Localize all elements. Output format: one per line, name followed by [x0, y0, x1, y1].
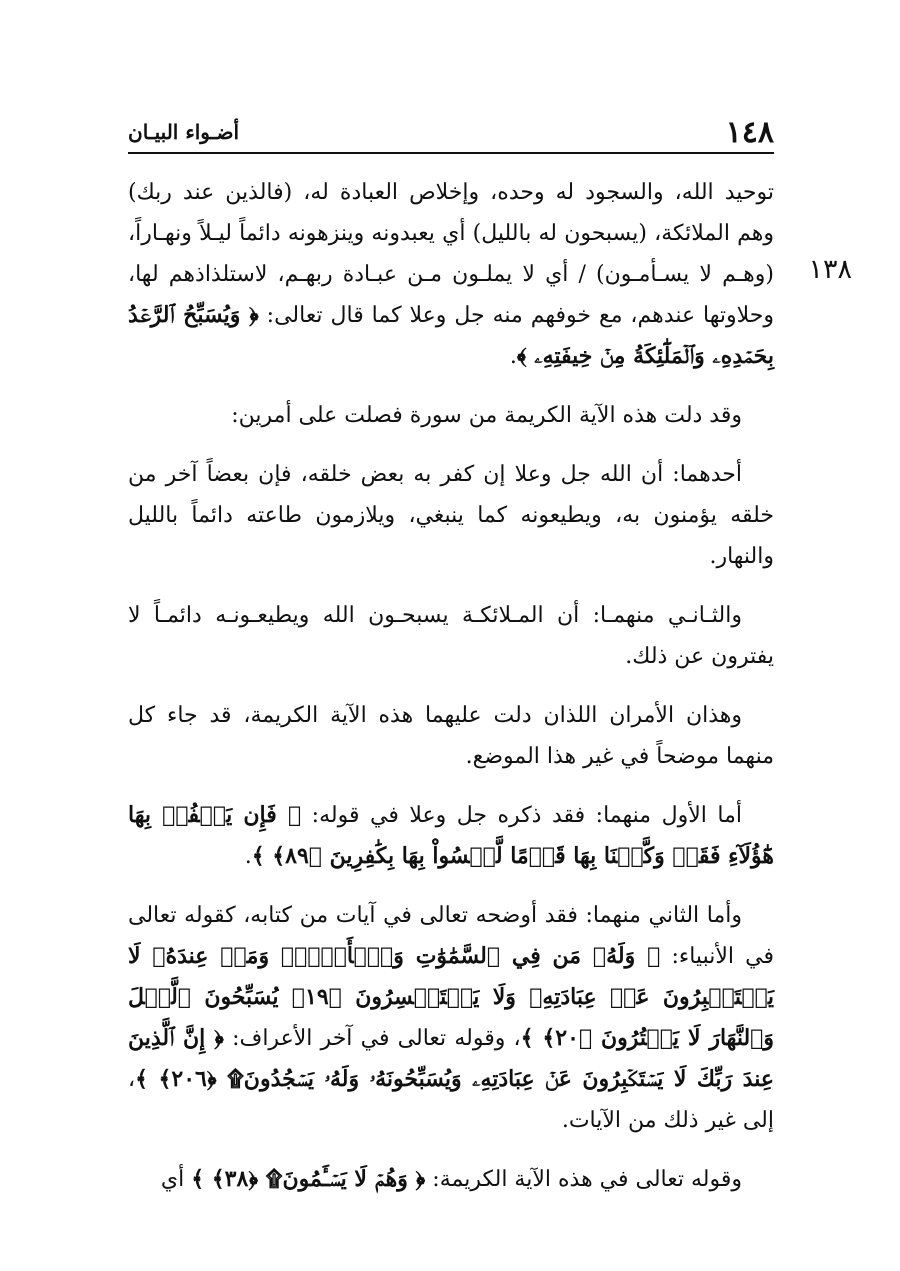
paragraph — [128, 795, 774, 877]
paragraph-text: وقوله تعالى في هذه الآية الكريمة: — [425, 1167, 742, 1192]
paragraph-text: والثـانـي منهمـا: أن المـلائكـة يسبحـون الله ويطيعـونـه دائمـاً لا يفترون عن ذلك. — [128, 603, 774, 669]
paragraph — [128, 1159, 774, 1200]
paragraph-text: أما الأول منهما: فقد ذكره جل وعلا في قوله: — [301, 803, 742, 828]
paragraph — [128, 595, 774, 677]
quran-verse: ﴿ وَيُسَبِّحُ ٱلرَّعۡدُ بِحَمۡدِهِۦ وَٱلۡمَلَٰٓئِكَةُ مِنۡ خِيفَتِهِۦ ﴾ — [128, 302, 774, 369]
paragraph — [128, 695, 774, 777]
paragraph-text: أي — [160, 1167, 192, 1192]
page-number: ١٤٨ — [725, 114, 774, 150]
paragraph-text: . — [509, 344, 517, 369]
paragraph — [128, 895, 774, 1141]
paragraph-text: . — [244, 844, 252, 869]
paragraph-text: ، وقوله تعالى في آخر الأعراف: — [223, 1026, 521, 1051]
paragraph — [128, 172, 774, 377]
quran-verse: ﴿ إِنَّ ٱلَّذِينَ عِندَ رَبِّكَ لَا يَسۡتَكۡبِرُونَ عَنۡ عِبَادَتِهِۦ وَيُسَبِّحُونَهُۥ وَلَهُۥ يَسۡجُدُونَ۩ ﴿٢٠٦﴾ ﴾ — [128, 1025, 774, 1092]
paragraph — [128, 395, 774, 436]
paragraph-text: توحيد الله، والسجود له وحده، وإخلاص العبادة له، (فالذين عند ربك) وهم الملائكة، (يسبحون له بالليل) أي يعبدونه وينزهونه دائماً ليـلاً ونهـاراً، (وهـم لا يسـأمـون) / أي لا يملـون مـن عبـادة ربهـم، لاستلذاذهم لها، وحلاوتها عندهم، مع خوفهم منه جل وعلا كما قال تعالى: — [128, 180, 774, 328]
quran-verse: ﴿ فَإِن يَكۡفُرۡ بِهَا هَٰٓؤُلَآءِ فَقَدۡ وَكَّلۡنَا بِهَا قَوۡمًا لَّيۡسُواْ بِهَا بِكَٰفِرِينَ ﴿٨٩﴾ ﴾ — [128, 802, 774, 869]
paragraph-text: ، إلى غير ذلك من الآيات. — [128, 1067, 774, 1133]
paragraph-text: وقد دلت هذه الآية الكريمة من سورة فصلت على أمرين: — [231, 403, 742, 428]
margin-page-number: ١٣٨ — [808, 254, 852, 285]
paragraph-text: وأما الثاني منهما: فقد أوضحه تعالى في آيات من كتابه، كقوله تعالى في الأنبياء: — [128, 903, 775, 969]
paragraph-text: وهذان الأمران اللذان دلت عليهما هذه الآية الكريمة، قد جاء كل منهما موضحاً في غير هذا الموضع. — [128, 703, 774, 769]
main-text — [128, 172, 774, 1200]
book-title: أضـواء البيـان — [128, 120, 240, 144]
paragraph-text: أحدهما: أن الله جل وعلا إن كفر به بعض خلقه، فإن بعضاً آخر من خلقه يؤمنون به، ويطيعونه كما ينبغي، ويلازمون طاعته دائماً بالليل والنهار. — [128, 462, 775, 569]
quran-verse: ﴿ وَهُمۡ لَا يَسۡـَٔمُونَ۩ ﴿٣٨﴾ ﴾ — [191, 1166, 426, 1192]
header-rule — [128, 152, 774, 154]
paragraph — [128, 454, 774, 577]
quran-verse: ﴿ وَلَهُۥ مَن فِي ٱلسَّمَٰوَٰتِ وَٱلۡأَرۡضِۚ وَمَنۡ عِندَهُۥ لَا يَسۡتَكۡبِرُونَ عَنۡ عِبَادَتِهِۦ وَلَا يَسۡتَحۡسِرُونَ ﴿١٩﴾ يُسَبِّحُونَ ٱلَّيۡلَ وَٱلنَّهَارَ لَا يَفۡتُرُونَ ﴿٢٠﴾ ﴾ — [128, 943, 774, 1051]
page-header — [128, 112, 774, 152]
